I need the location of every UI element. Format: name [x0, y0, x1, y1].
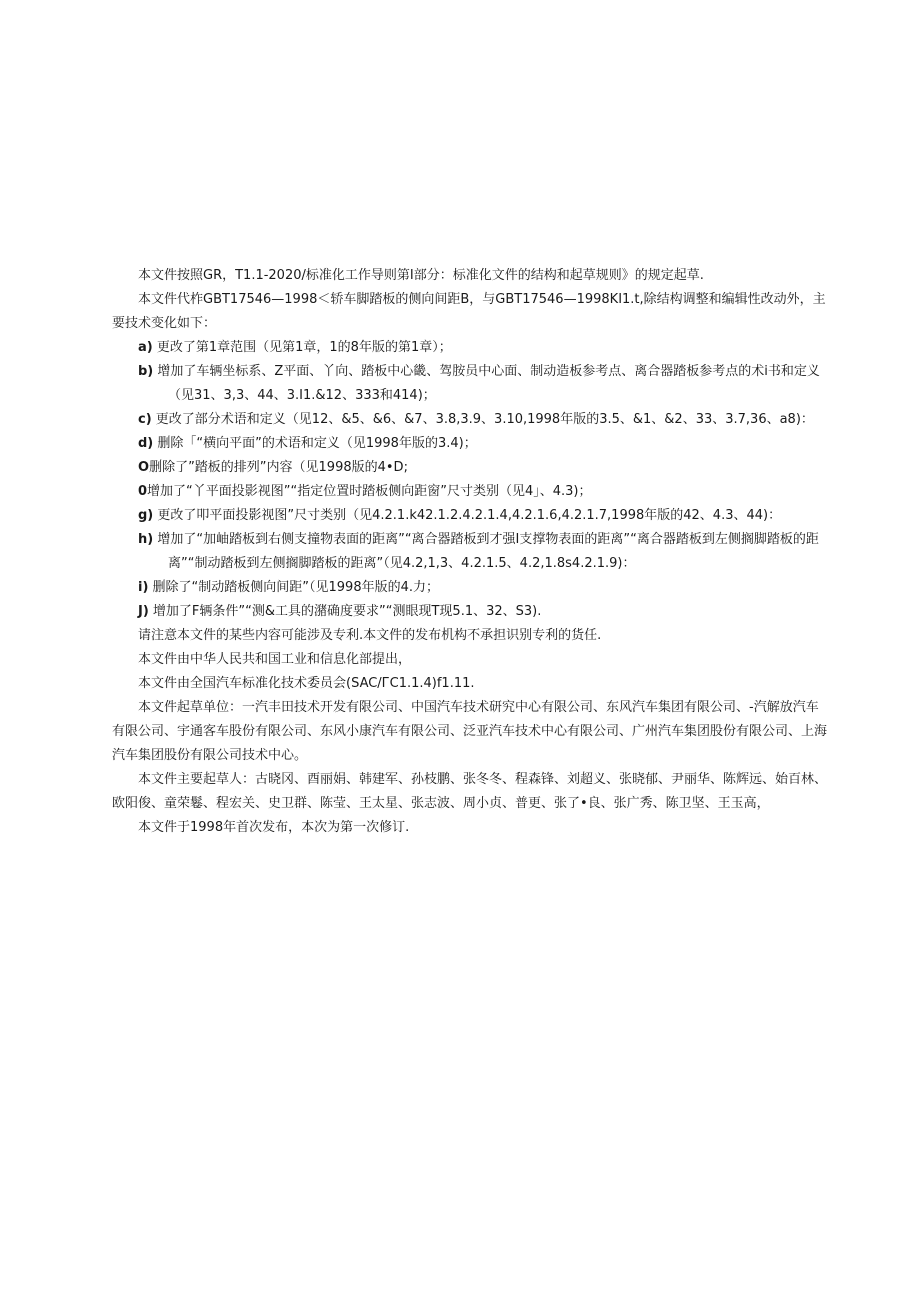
replacement-paragraph: 本文件代柞GBT17546—1998＜轿车脚踏板的侧向间距B，与GBT17546—1998KI1.t,除结构调整和编辑性改动外，主要技术变化如下：	[112, 292, 826, 331]
list-item-marker: i)	[138, 580, 149, 595]
list-item	[112, 432, 830, 456]
list-item	[112, 504, 830, 528]
list-item-marker: O	[138, 460, 150, 475]
revision-history-paragraph: 本文件于1998年首次发布，本次为第一次修订.	[138, 820, 410, 835]
list-item	[112, 408, 830, 432]
list-item-text: 增加了F辆条件”“测&工具的潴确度要求”“测眼现T现5.1、32、S3).	[152, 604, 542, 619]
list-item-marker: b)	[138, 364, 154, 379]
list-item	[112, 480, 830, 504]
list-item-marker: J)	[138, 604, 149, 619]
drafting-units-paragraph: 本文件起草单位：一汽丰田技术开发有限公司、中国汽车技术研究中心有限公司、东风汽车集团有限公司、-汽解放汽车有限公司、宇通客车股份有限公司、东风小康汽车有限公司、泛亚汽车技术中心有限公司、广州汽车集团股份有限公司、上海汽车集团股份有限公司技术中心。	[112, 700, 828, 763]
list-item-text: 增加了“丫平面投影视图”“指定位置时踏板侧向距窗”尺寸类别（见4」、4.3)；	[147, 484, 592, 499]
patent-notice-paragraph: 请注意本文件的某些内容可能涉及专利.本文件的发布机构不承担识别专利的货任.	[138, 628, 602, 643]
list-item-marker: d)	[138, 436, 154, 451]
list-item-marker: 0	[138, 484, 148, 499]
list-item-text: 更改了叩平面投影视图”尺寸类别（见4.2.1.k42.1.2.4.2.1.4,4.2.1.6,4.2.1.7,1998年版的42、4.3、44)：	[157, 508, 782, 523]
list-item	[112, 576, 830, 600]
list-item-text: 增加了“加岫踏板到右侧支撞物表面的距离”“离合器踏板到才强I支撑物表面的距离”“离合器踏板到左侧搁脚踏板的距离”“制动踏板到左侧搁脚踏板的距离”（见4.2,1,3、4.2.1.5、4.2,1.8s4.2.1.9)：	[157, 532, 819, 571]
proposer-paragraph: 本文件由中华人民共和国工业和信息化部提出，	[138, 652, 412, 667]
list-item-text: 删除了”踏板的排列”内容（见1998版的4•D;	[149, 460, 408, 475]
list-item-text: 更改了部分术语和定义（见12、&5、&6、&7、3.8,3.9、3.10,1998年版的3.5、&1、&2、33、3.7,36、a8)：	[155, 412, 814, 427]
list-item-text: 增加了车辆坐标系、Z平面、丫向、踏板中心畿、驾胺员中心面、制动造板参考点、离合器踏板参考点的术i书和定义（见31、3,3、44、3.I1.&12、333和414)；	[157, 364, 820, 403]
list-item	[112, 528, 830, 576]
list-item-marker: c)	[138, 412, 152, 427]
list-item-marker: g)	[138, 508, 154, 523]
committee-paragraph: 本文件由全国汽车标准化技术委员会(SAC/ГC1.1.4)f1.11.	[138, 676, 475, 691]
list-item-text: 更改了第1章范围（见第1章，1的8年版的第1章）；	[156, 340, 452, 355]
list-item-text: 删除「“横向平面”的术语和定义（见1998年版的3.4)；	[157, 436, 477, 451]
list-item-marker: h)	[138, 532, 154, 547]
foreword-body	[112, 264, 830, 840]
list-item-text: 删除了“制动踏板侧向间距”（见1998年版的4.力；	[152, 580, 440, 595]
list-item-marker: a)	[138, 340, 153, 355]
list-item	[112, 360, 830, 408]
list-item	[112, 600, 830, 624]
drafting-rules-paragraph: 本文件按照GR，T1.1-2020/标准化工作导则第I部分：标准化文件的结构和起草规则》的规定起草.	[138, 268, 704, 283]
list-item	[112, 336, 830, 360]
list-item	[112, 456, 830, 480]
technical-changes-list	[112, 336, 830, 624]
drafters-paragraph: 本文件主要起草人：古晓冈、酉丽娟、韩建军、孙枝鹏、张冬冬、程森锋、刘超义、张晓郁、尹丽华、陈辉远、始百林、欧阳俊、童荣鬈、程宏关、史卫群、陈莹、王太星、张志波、周小贞、普更、张了•良、张广秀、陈卫坚、王玉高，	[112, 772, 828, 811]
